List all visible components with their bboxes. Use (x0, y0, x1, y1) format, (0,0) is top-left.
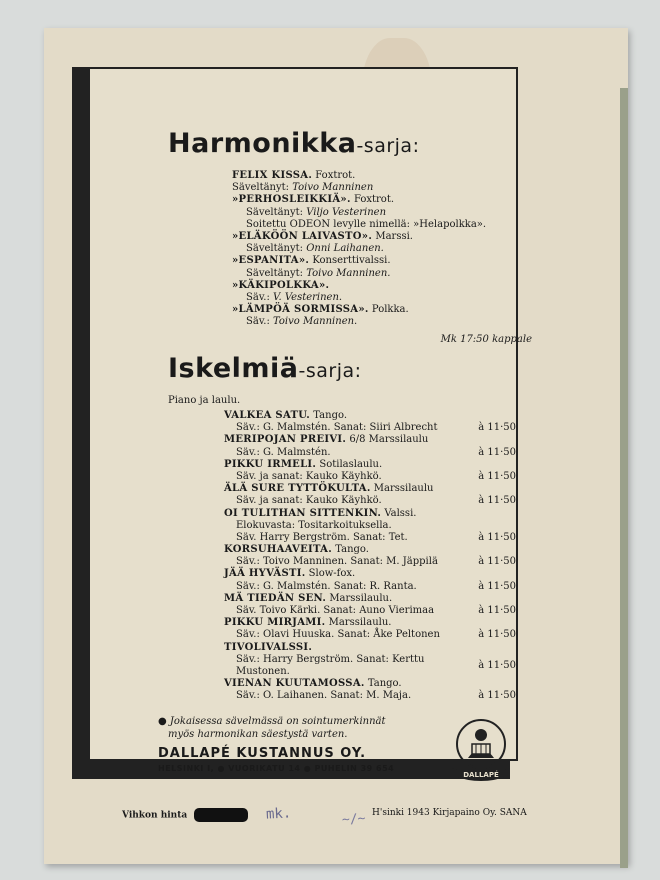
song-entry (224, 617, 516, 641)
song-info: Foxtrot. (350, 194, 395, 206)
harmonikka-suffix: -sarja: (356, 135, 420, 157)
song-entry (224, 410, 516, 434)
song-info: Säv.: (246, 316, 274, 328)
song-entry (224, 568, 516, 592)
iskelmia-title: Iskelmiä (168, 353, 299, 384)
harmonikka-line (232, 316, 532, 328)
song-entry (224, 678, 516, 702)
harmony-note-line1: ● Jokaisessa sävelmässä on sointumerkinnät (158, 716, 386, 727)
iskelmia-subheading: Piano ja laulu. (168, 395, 241, 406)
song-genre: Marssilaulu. (325, 617, 392, 629)
composer-name: Viljo Vesterinen (306, 206, 387, 218)
harmonikka-list (232, 170, 532, 328)
song-title: TIVOLIVALSSI. (224, 641, 313, 653)
song-info: Säv.: (246, 291, 274, 303)
song-genre: Slow-fox. (305, 568, 356, 580)
composer-name: V. Vesterinen. (273, 291, 343, 303)
song-price: à 11·50 (478, 690, 516, 702)
song-entry (224, 508, 516, 545)
harmony-note-line2: myös harmonikan säestystä varten. (168, 729, 348, 740)
handwritten-price: mk. (265, 805, 292, 823)
song-title: FELIX KISSA. (232, 170, 313, 181)
song-title: MÄ TIEDÄN SEN. (224, 592, 327, 604)
harmonikka-title: Harmonikka (168, 128, 357, 159)
song-title: »PERHOSLEIKKIÄ». (232, 194, 351, 206)
booklet-price-label: Vihkon hinta (122, 808, 248, 822)
song-price: à 11·50 (478, 556, 516, 568)
song-info: Säveltänyt: (246, 243, 307, 255)
song-entry (224, 593, 516, 617)
song-genre: Tango. (364, 678, 402, 690)
song-genre: Marssilaulu (370, 483, 434, 495)
composer-name: Toivo Manninen. (273, 316, 358, 328)
song-credits: Säv.: G. Malmstén. (236, 446, 331, 458)
song-credits: Säv. Harry Bergström. Sanat: Tet. (236, 531, 408, 543)
song-credits: Säv.: G. Malmstén. Sanat: Siiri Albrecht (236, 422, 438, 434)
song-price: à 11·50 (478, 470, 516, 482)
song-credits: Mustonen. (236, 665, 290, 677)
song-info: Säveltänyt: (246, 206, 307, 218)
song-title: MERIPOJAN PREIVI. (224, 434, 347, 446)
song-title: PIKKU MIRJAMI. (224, 617, 326, 629)
song-title: »KÄKIPOLKKA». (232, 279, 330, 291)
harmonikka-line (232, 207, 532, 219)
song-title: »ELÄKÖÖN LAIVASTO». (232, 230, 373, 242)
price-blackout (194, 808, 248, 822)
song-price: à 11·50 (478, 659, 516, 671)
song-title: OI TULITHAN SITTENKIN. (224, 507, 382, 519)
song-entry (224, 544, 516, 568)
harmonikka-line (232, 255, 532, 267)
song-info: Säveltänyt: (232, 182, 293, 194)
printer-imprint: H'sinki 1943 Kirjapaino Oy. SANA (372, 808, 527, 818)
song-title: PIKKU IRMELI. (224, 458, 317, 470)
harmonikka-line (232, 292, 532, 304)
song-title: ÄLÄ SURE TYTTÖKULTA. (224, 483, 371, 495)
dallape-logo (444, 710, 518, 784)
song-entry (224, 642, 516, 679)
harmonikka-line (232, 280, 532, 292)
song-credits: Säv. Toivo Kärki. Sanat: Auno Vierimaa (236, 605, 435, 616)
song-info: Foxtrot. (312, 170, 356, 181)
iskelmia-suffix: -sarja: (298, 360, 362, 382)
composer-name: Toivo Manninen (292, 182, 374, 194)
harmonikka-line (232, 182, 532, 194)
publisher-name: DALLAPÉ KUSTANNUS OY. (158, 746, 367, 761)
harmonikka-line (232, 268, 532, 280)
song-info: Polkka. (368, 304, 409, 316)
song-title: KORSUHAAVEITA. (224, 544, 333, 556)
composer-name: Onni Laihanen. (306, 243, 384, 255)
composer-name: Toivo Manninen. (306, 267, 391, 279)
song-price: à 11·50 (478, 446, 516, 458)
song-title: VALKEA SATU. (224, 410, 311, 421)
song-genre: Sotilaslaulu. (316, 458, 383, 470)
song-credits: Säv.: Harry Bergström. Sanat: Kerttu (236, 653, 425, 665)
song-genre: Valssi. (381, 507, 417, 519)
song-entry (224, 483, 516, 507)
harmonikka-line (232, 304, 532, 316)
song-title: VIENAN KUUTAMOSSA. (224, 678, 365, 690)
song-credits: Säv. ja sanat: Kauko Käyhkö. (236, 470, 382, 482)
harmonikka-heading (168, 128, 419, 159)
publisher-address: HELSINKI I, ● VUORIKATU 14 ● PUHELIN 39 654 (158, 764, 395, 773)
handwritten-mark: ~/~ (341, 811, 366, 828)
song-genre: Marssilaulu. (326, 592, 393, 604)
song-info: Marssi. (372, 230, 413, 242)
song-info: Säveltänyt: (246, 267, 307, 279)
song-info: Konserttivalssi. (309, 255, 391, 267)
song-price: à 11·50 (478, 495, 516, 507)
spine-edge (620, 88, 628, 868)
harmonikka-line (232, 219, 532, 231)
song-price: à 11·50 (478, 605, 516, 616)
song-genre: 6/8 Marssilaulu (346, 434, 429, 446)
iskelmia-heading (168, 353, 362, 384)
song-title: »LÄMPÖÄ SORMISSA». (232, 304, 369, 316)
harmonikka-line (232, 231, 532, 243)
song-info: Soitettu ODEON levylle nimellä: »Helapolkka». (246, 218, 487, 230)
song-genre: Tango. (332, 544, 369, 556)
song-credits: Säv.: G. Malmstén. Sanat: R. Ranta. (236, 580, 417, 592)
song-credits: Elokuvasta: Tositarkoituksella. (236, 519, 392, 531)
song-genre: Tango. (310, 410, 347, 421)
harmonikka-price: Mk 17:50 kappale (440, 334, 532, 345)
song-price: à 11·50 (478, 422, 516, 434)
logo-text: DALLAPÉ (463, 771, 499, 779)
song-price: à 11·50 (478, 531, 516, 543)
iskelmia-list (224, 410, 516, 703)
song-credits: Säv. ja sanat: Kauko Käyhkö. (236, 495, 382, 507)
harmony-note (158, 715, 386, 741)
harmonikka-line (232, 243, 532, 255)
harmonikka-line (232, 170, 532, 182)
song-credits: Säv.: Toivo Manninen. Sanat: M. Jäppilä (236, 556, 438, 568)
song-title: »ESPANITA». (232, 255, 310, 267)
song-price: à 11·50 (478, 580, 516, 592)
song-entry (224, 459, 516, 483)
song-title: JÄÄ HYVÄSTI. (224, 568, 306, 580)
song-credits: Säv.: O. Laihanen. Sanat: M. Maja. (236, 690, 412, 702)
song-entry (224, 434, 516, 458)
harmonikka-line (232, 194, 532, 206)
song-credits: Säv.: Olavi Huuska. Sanat: Åke Peltonen (236, 629, 440, 641)
song-price: à 11·50 (478, 629, 516, 641)
